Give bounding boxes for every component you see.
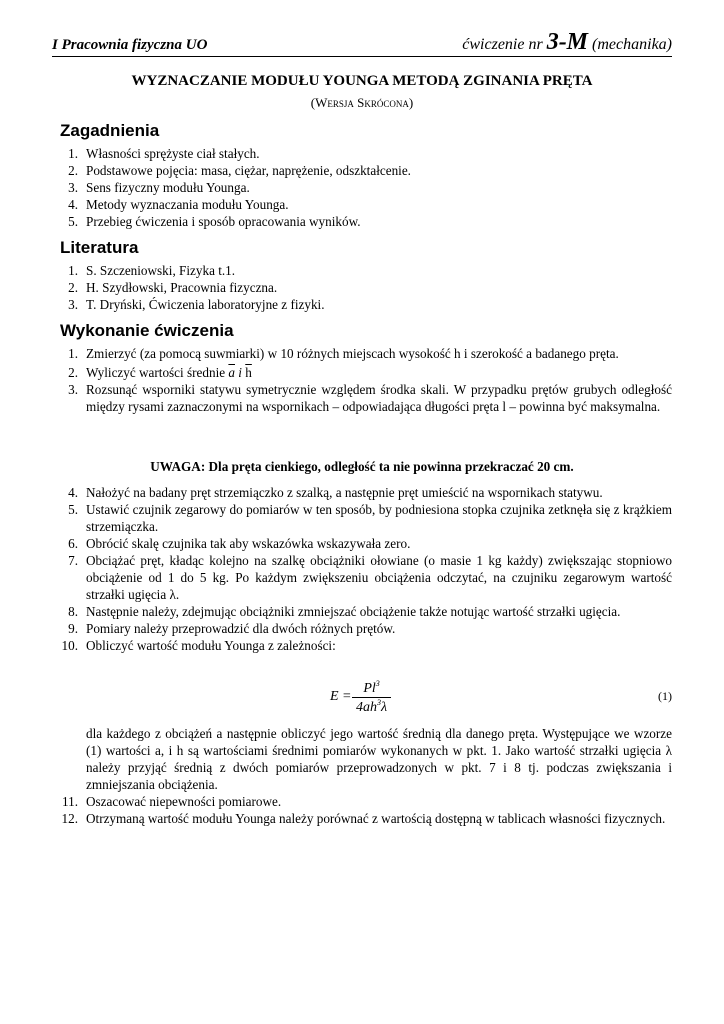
list-item: 3. T. Dryński, Ćwiczenia laboratoryjne z fizyki. — [68, 297, 325, 312]
list-item: 5. Ustawić czujnik zegarowy do pomiarów w ten sposób, by podniesiona stopka czujnika zetknęła się z krążkiem strzemiączka. — [68, 502, 672, 534]
young-modulus-formula — [52, 679, 672, 719]
header-exercise-prefix: ćwiczenie nr — [462, 36, 543, 53]
list-item: 7. Obciążać pręt, kładąc kolejno na szalkę obciążniki ołowiane (o masie 1 kg każdy) zwiększając stopniowo obciążenie od 1 do 5 kg. Po każdym zwiększeniu obciążenia odczytać, na czujniku zegarowym wartość strzałki ugięcia λ. — [68, 553, 672, 602]
page-title: WYZNACZANIE MODUŁU YOUNGA METODĄ ZGINANIA PRĘTA — [131, 73, 593, 89]
list-item: 1. S. Szczeniowski, Fizyka t.1. — [68, 263, 236, 278]
list-item: 8. Następnie należy, zdejmując obciążniki zmniejszać obciążenie także notując wartość strzałki ugięcia. — [68, 604, 621, 619]
warning-note: UWAGA: Dla pręta cienkiego, odległość ta nie powinna przekraczać 20 cm. — [150, 459, 574, 474]
heading-wykonanie: Wykonanie ćwiczenia — [60, 321, 234, 340]
list-zagadnienia — [52, 145, 672, 230]
list-item: 3. Sens fizyczny modułu Younga. — [68, 180, 250, 195]
page-subtitle: (Wersja Skrócona) — [310, 95, 414, 110]
list-item: 10. Obliczyć wartość modułu Younga z zależności: — [61, 638, 336, 653]
formula-fraction — [352, 679, 391, 716]
list-item: 12. Otrzymaną wartość modułu Younga należy porównać z wartością dostępną w tablicach własności fizycznych. — [61, 811, 666, 826]
list-literatura — [52, 262, 672, 313]
list-item: 11. Oszacować niepewności pomiarowe. — [62, 794, 282, 809]
list-item: 3. Rozsunąć wsporniki statywu symetrycznie względem środka skali. W przypadku prętów grubych odległość między rysami zaznaczonymi na wspornikach – odpowiadająca długości pręta l – powinna być maksymalna. — [68, 382, 672, 414]
mean-h-symbol: $\overline{h}$ — [245, 365, 252, 380]
list-wykonanie-part1 — [52, 345, 672, 415]
header-lab-name: I Pracownia fizyczna UO — [52, 37, 208, 53]
page-header — [52, 30, 672, 57]
header-exercise-suffix: (mechanika) — [592, 36, 672, 53]
header-exercise-number: 3-M — [546, 29, 589, 55]
formula-lhs: E = — [330, 689, 352, 704]
formula-numerator: Pl$^3$ — [352, 679, 391, 698]
mean-a-symbol: $\overline{a}$ — [228, 365, 235, 380]
list-item: 2. Wyliczyć wartości średnie $\overline{a}$ i $\overline{h}$ — [68, 365, 252, 380]
list-item: 4. Nałożyć na badany pręt strzemiączko z szalką, a następnie pręt umieścić na wspornikach statywu. — [68, 485, 603, 500]
list-item: 4. Metody wyznaczania modułu Younga. — [68, 197, 289, 212]
list-item: 2. Podstawowe pojęcia: masa, ciężar, naprężenie, odszktałcenie. — [68, 163, 411, 178]
list-item: 1. Zmierzyć (za pomocą suwmiarki) w 10 różnych miejscach wysokość h i szerokość a badanego pręta. — [68, 346, 619, 361]
formula-number: (1) — [658, 689, 672, 703]
list-item: 9. Pomiary należy przeprowadzić dla dwóch różnych prętów. — [68, 621, 396, 636]
heading-zagadnienia: Zagadnienia — [60, 121, 160, 140]
list-wykonanie-part3 — [52, 725, 672, 827]
heading-literatura: Literatura — [60, 238, 139, 257]
list-item: 2. H. Szydłowski, Pracownia fizyczna. — [68, 280, 278, 295]
list-item: 1. Własności sprężyste ciał stałych. — [68, 146, 260, 161]
list-item: 5. Przebieg ćwiczenia i sposób opracowania wyników. — [68, 214, 361, 229]
formula-denominator: $4ah^3\lambda$ — [356, 698, 388, 715]
list-item: 6. Obrócić skalę czujnika tak aby wskazówka wskazywała zero. — [68, 536, 411, 551]
list-wykonanie-part2 — [52, 484, 672, 654]
list-item: dla każdego z obciążeń a następnie obliczyć jego wartość średnią dla danego pręta. Występujące we wzorze (1) wartości a, i h są wartościami średnimi pomiarów wykonanych w pkt. 1. Jako wartość strzałki ugięcia λ należy przyjąć średnią z dwóch pomiarów przeprowadzonych w pkt. 7 i 8 tj. podczas zwiększania i zmniejszania obciążenia. — [86, 726, 672, 792]
header-exercise — [462, 29, 672, 56]
